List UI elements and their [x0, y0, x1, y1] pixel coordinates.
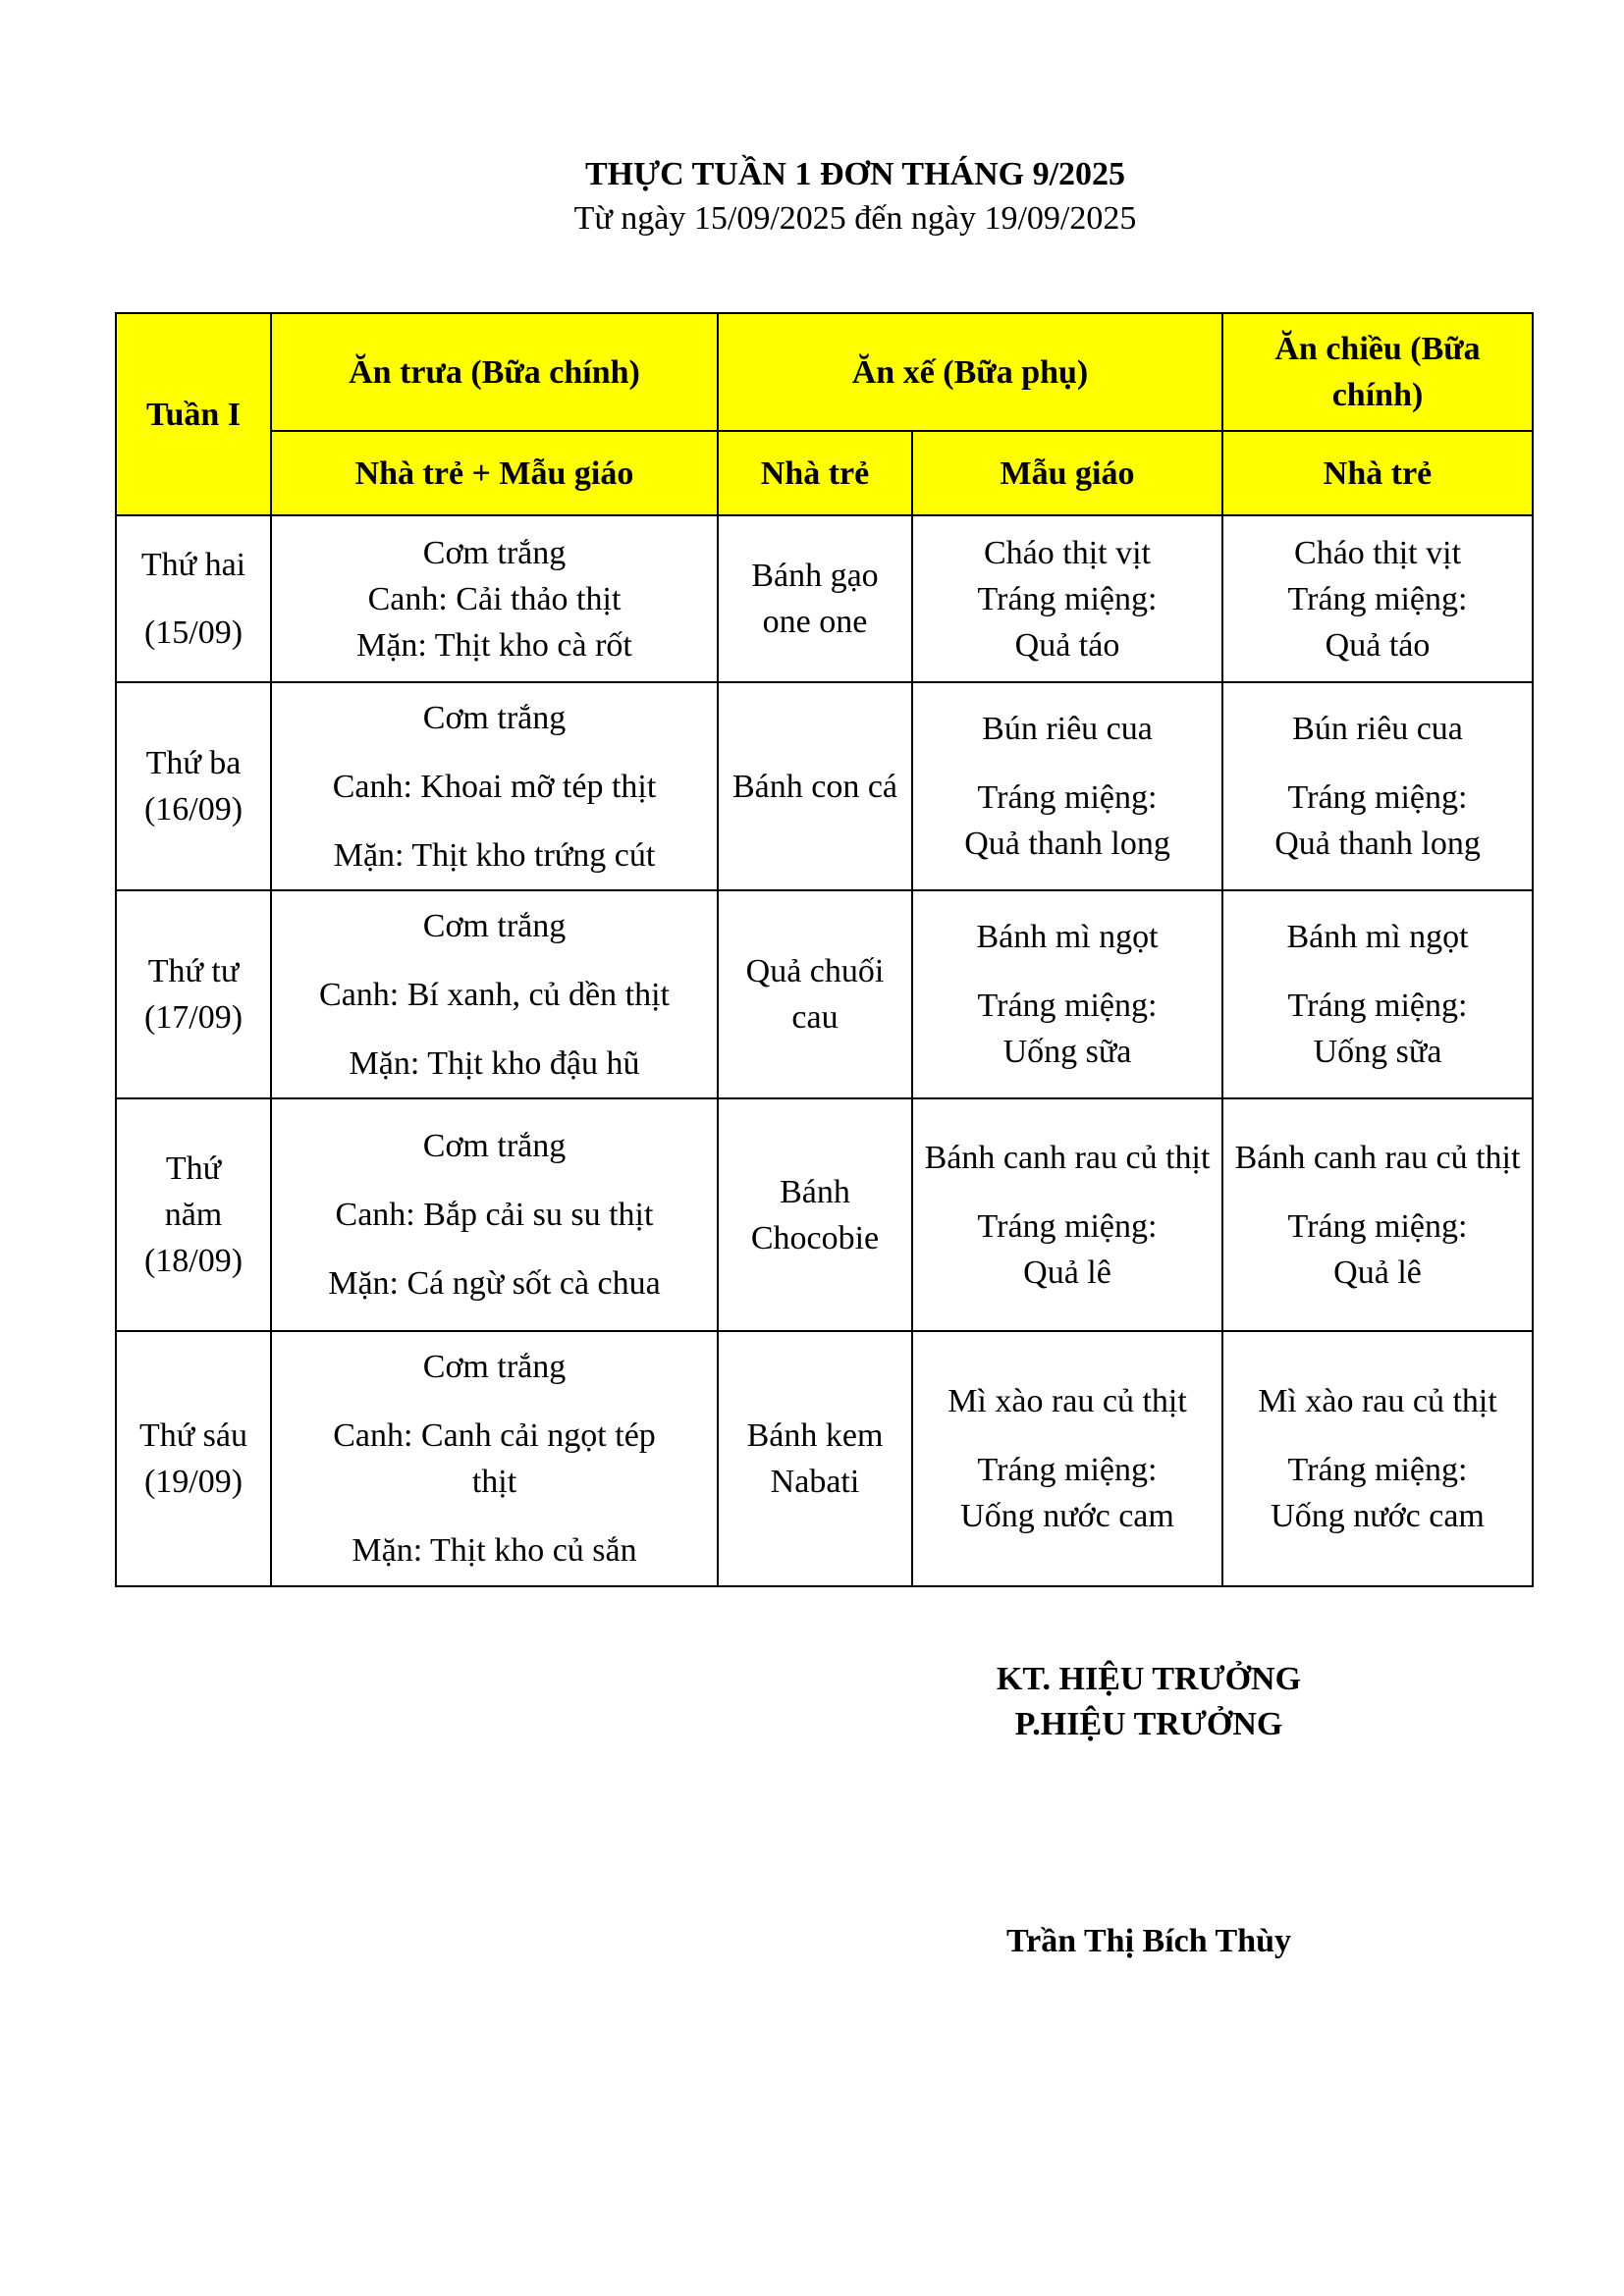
lunch-subheader: Nhà trẻ + Mẫu giáo — [271, 431, 718, 515]
afternoon-item: Tráng miệng: — [1287, 1207, 1468, 1245]
day-name: Thứ năm — [164, 1150, 223, 1233]
afternoon-item: Bún riêu cua — [1292, 711, 1463, 747]
table-subheader-row — [116, 431, 1533, 515]
signature-subrole: P.HIỆU TRƯỞNG — [1014, 1706, 1283, 1742]
afternoon-cell — [1222, 890, 1533, 1098]
afternoon-subheader: Nhà trẻ — [1222, 431, 1533, 515]
lunch-item: Cơm trắng — [422, 534, 567, 571]
lunch-item: Canh: Bí xanh, củ dền thịt — [319, 976, 670, 1013]
snack-kinder-cell — [912, 1331, 1222, 1586]
afternoon-item: Cháo thịt vịt — [1294, 534, 1462, 571]
day-name: Thứ hai — [140, 547, 246, 583]
table-row — [116, 890, 1533, 1098]
snack-nursery-subheader: Nhà trẻ — [718, 431, 912, 515]
table-row — [116, 682, 1533, 890]
lunch-header: Ăn trưa (Bữa chính) — [271, 313, 718, 431]
day-cell — [116, 1331, 271, 1586]
lunch-item: Mặn: Thịt kho trứng cút — [333, 836, 656, 874]
afternoon-item: Bánh mì ngọt — [1286, 919, 1469, 955]
lunch-cell — [271, 890, 718, 1098]
afternoon-item: Tráng miệng: — [1287, 580, 1468, 617]
table-row — [116, 1098, 1533, 1331]
lunch-cell — [271, 1331, 718, 1586]
kinder-item: Uống sữa — [1002, 1034, 1132, 1070]
kinder-item: Tráng miệng: — [977, 580, 1158, 617]
day-date: (17/09) — [143, 999, 244, 1036]
afternoon-item: Uống nước cam — [1271, 1498, 1485, 1534]
lunch-item: Canh: Canh cải ngọt tép thịt — [333, 1417, 656, 1500]
kinder-item: Mì xào rau củ thịt — [947, 1383, 1187, 1419]
snack-nursery-cell: Bánh kem Nabati — [718, 1331, 912, 1586]
lunch-item: Mặn: Thịt kho cà rốt — [356, 626, 632, 664]
snack-kinder-subheader: Mẫu giáo — [912, 431, 1222, 515]
lunch-item: Canh: Cải thảo thịt — [367, 580, 622, 617]
lunch-item: Mặn: Thịt kho đậu hũ — [349, 1044, 640, 1082]
lunch-cell — [271, 682, 718, 890]
lunch-item: Cơm trắng — [422, 907, 567, 944]
afternoon-cell — [1222, 1098, 1533, 1331]
lunch-item: Canh: Khoai mỡ tép thịt — [332, 768, 657, 805]
document-date-range: Từ ngày 15/09/2025 đến ngày 19/09/2025 — [573, 200, 1137, 237]
kinder-item: Tráng miệng: — [977, 1207, 1158, 1245]
kinder-item: Quả lê — [1023, 1254, 1111, 1291]
day-date: (18/09) — [143, 1243, 244, 1279]
lunch-item: Mặn: Cá ngừ sốt cà chua — [328, 1265, 661, 1302]
lunch-cell — [271, 1098, 718, 1331]
afternoon-cell — [1222, 515, 1533, 682]
snack-kinder-cell — [912, 515, 1222, 682]
kinder-item: Bánh canh rau củ thịt — [924, 1139, 1211, 1176]
kinder-item: Quả táo — [1014, 626, 1120, 664]
day-name: Thứ ba — [145, 745, 242, 781]
afternoon-item: Bánh canh rau củ thịt — [1234, 1139, 1521, 1176]
weekly-menu-table — [115, 312, 1534, 1587]
kinder-item: Tráng miệng: — [977, 1452, 1158, 1488]
lunch-cell — [271, 515, 718, 682]
document-title: THỰC TUẦN 1 ĐƠN THÁNG 9/2025 — [584, 156, 1126, 192]
afternoon-header: Ăn chiều (Bữa chính) — [1222, 313, 1533, 431]
table-row — [116, 1331, 1533, 1586]
afternoon-item: Mì xào rau củ thịt — [1258, 1383, 1497, 1419]
day-cell — [116, 890, 271, 1098]
afternoon-cell — [1222, 682, 1533, 890]
kinder-item: Bún riêu cua — [982, 711, 1153, 747]
afternoon-item: Quả lê — [1333, 1254, 1422, 1291]
day-name: Thứ sáu — [138, 1417, 248, 1454]
kinder-item: Bánh mì ngọt — [976, 919, 1159, 955]
snack-nursery-cell: Bánh gạo one one — [718, 515, 912, 682]
afternoon-cell — [1222, 1331, 1533, 1586]
signatory-name: Trần Thị Bích Thùy — [1005, 1923, 1292, 1959]
kinder-item: Quả thanh long — [964, 826, 1170, 862]
kinder-item: Uống nước cam — [960, 1498, 1174, 1534]
snack-kinder-cell — [912, 682, 1222, 890]
table-header-row — [116, 313, 1533, 431]
table-row — [116, 515, 1533, 682]
lunch-item: Canh: Bắp cải su su thịt — [335, 1197, 654, 1233]
afternoon-item: Quả thanh long — [1274, 826, 1481, 862]
day-date: (16/09) — [143, 791, 244, 828]
day-date: (19/09) — [143, 1464, 244, 1500]
day-date: (15/09) — [143, 614, 244, 651]
snack-header: Ăn xế (Bữa phụ) — [718, 313, 1222, 431]
day-name: Thứ tư — [147, 953, 240, 989]
snack-kinder-cell — [912, 1098, 1222, 1331]
snack-nursery-cell: Bánh con cá — [718, 682, 912, 890]
snack-kinder-cell — [912, 890, 1222, 1098]
afternoon-item: Tráng miệng: — [1287, 779, 1468, 816]
afternoon-item: Quả táo — [1325, 626, 1431, 664]
day-cell — [116, 1098, 271, 1331]
afternoon-item: Uống sữa — [1313, 1034, 1442, 1070]
kinder-item: Tráng miệng: — [977, 988, 1158, 1024]
afternoon-item: Tráng miệng: — [1287, 1452, 1468, 1488]
signature-role: KT. HIỆU TRƯỞNG — [996, 1661, 1302, 1697]
kinder-item: Cháo thịt vịt — [984, 534, 1151, 571]
day-cell — [116, 515, 271, 682]
kinder-item: Tráng miệng: — [977, 779, 1158, 816]
snack-nursery-cell: Quả chuối cau — [718, 890, 912, 1098]
afternoon-item: Tráng miệng: — [1287, 988, 1468, 1024]
lunch-item: Mặn: Thịt kho củ sắn — [352, 1532, 637, 1569]
snack-nursery-cell: Bánh Chocobie — [718, 1098, 912, 1331]
lunch-item: Cơm trắng — [422, 1349, 567, 1385]
lunch-item: Cơm trắng — [422, 1128, 567, 1164]
signature-block — [943, 1657, 1355, 1747]
week-label-header: Tuần I — [116, 313, 271, 515]
lunch-item: Cơm trắng — [422, 699, 567, 736]
day-cell — [116, 682, 271, 890]
